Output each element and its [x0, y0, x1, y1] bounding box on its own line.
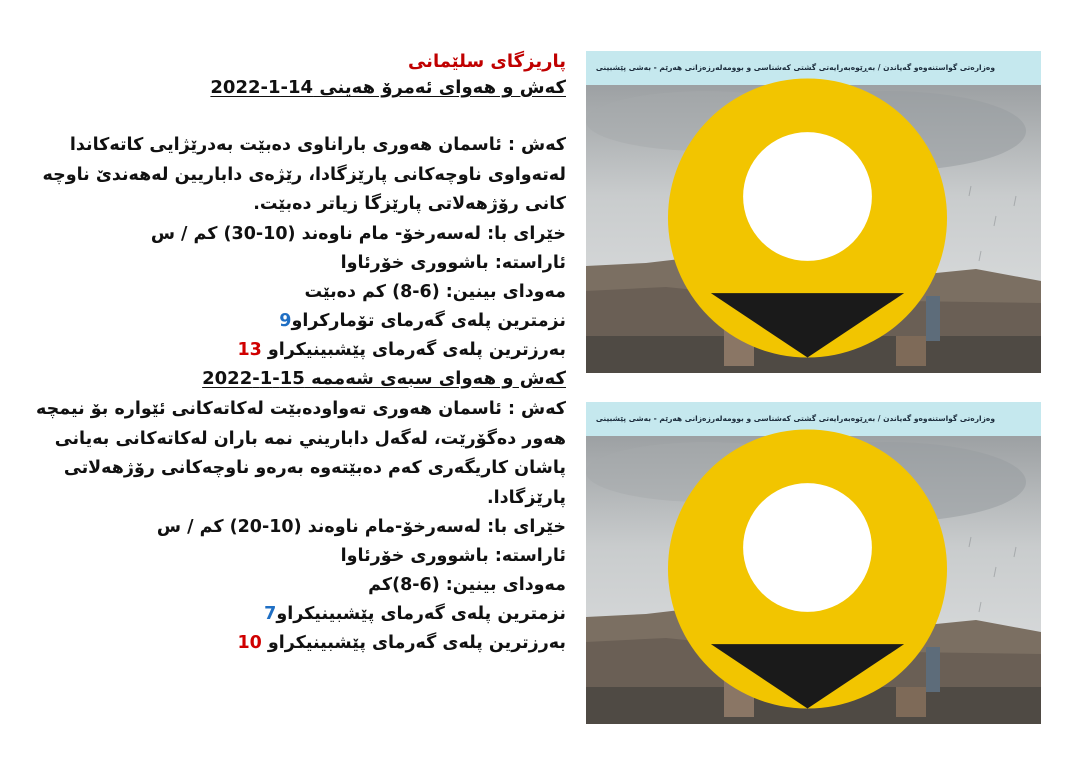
day2-weather-description: کەش : ئاسمان هەوری تەواودەبێت لەکاتەکانی ئێوارە بۆ نیمچە هەور دەگۆرێت، لەگەل داباريني نمە باران لەکاتەکانی بەيانی پاشان کاريگەری کەم دەبێتەوە بەرەو ناوچەکانی رۆژهەلاتی پارێزگادا.: [36, 399, 566, 508]
ministry-banner-text: وەزارەتی گواستنەوەو گەیاندن / بەڕێوەبەرایەتی گشتی کەشناسی و بوومەلەرزەزانی هەرێم - بەشی پێشبینی: [595, 63, 995, 72]
day2-max-temp: [6, 629, 566, 658]
day1-visibility: مەودای بينين: (6-8) کم دەبێت: [304, 281, 566, 302]
day2-min-temp-value: 7: [264, 604, 277, 624]
day1-min-temp-label: نزمترین پلەی گەرمای تۆمارکراو: [291, 310, 566, 331]
day2-date-heading: کەش و هەوای سبەی شەممە 15-1-2022: [202, 367, 566, 389]
ministry-banner-text: وەزارەتی گواستنەوەو گەیاندن / بەڕێوەبەرایەتی گشتی کەشناسی و بوومەلەرزەزانی هەرێم - بەشی پێشبینی: [595, 414, 995, 423]
day1-min-temp-value: 9: [279, 310, 292, 331]
province-title: پاریزگای سلێمانی: [407, 51, 566, 72]
day1-max-temp-label: بەرزترین پلەی گەرمای پێشبينيکراو: [261, 339, 566, 360]
kurdistan-emblem-icon: [586, 57, 1035, 373]
day1-weather-description: کەش : ئاسمان هەوری باراناوی دەبێت بەدرێژایی کاتەکاندا لەتەواوی ناوچەکانی پارێزگادا، رێژەی داباریين لەهەندێ ناوچە کانی رۆژهەلاتی پارێزگا زیاتر دەبێت.: [42, 135, 566, 214]
day1-date-heading: کەش و هەوای ئەمرۆ هەینی 14-1-2022: [210, 77, 566, 98]
weather-photo-day2: [586, 402, 1041, 724]
spacer: [6, 366, 566, 395]
kurdistan-emblem-icon: [586, 408, 1035, 724]
day1-wind-direction: ئاراستە: باشووری خۆرئاوا: [340, 252, 566, 273]
day2-min-temp: [6, 600, 566, 629]
day2-max-temp-value: 10: [237, 633, 262, 653]
day2-wind-direction: ئاراستە: باشووری خۆرئاوا: [340, 546, 566, 566]
day1-max-temp-value: 13: [237, 339, 262, 360]
spacer: [6, 102, 566, 131]
day2-max-temp-label: بەرزترین پلەی گەرمای پێشبينيکراو: [261, 633, 566, 653]
forecast-day2: [6, 366, 566, 658]
forecast-day1: [6, 50, 566, 393]
day1-wind-speed: خێرای با: لەسەرخۆ- مام ناوەند (10-30) کم / س: [150, 223, 566, 244]
weather-photo-day1: [586, 51, 1041, 373]
day2-wind-speed: خێرای با: لەسەرخۆ-مام ناوەند (10-20) کم / س: [156, 517, 566, 537]
day2-visibility: مەودای بينين: (6-8)کم: [368, 575, 566, 595]
day2-min-temp-label: نزمترین پلەی گەرمای پێشبينيکراو: [276, 604, 566, 624]
day1-min-temp: [6, 307, 566, 336]
day1-max-temp: [6, 336, 566, 365]
